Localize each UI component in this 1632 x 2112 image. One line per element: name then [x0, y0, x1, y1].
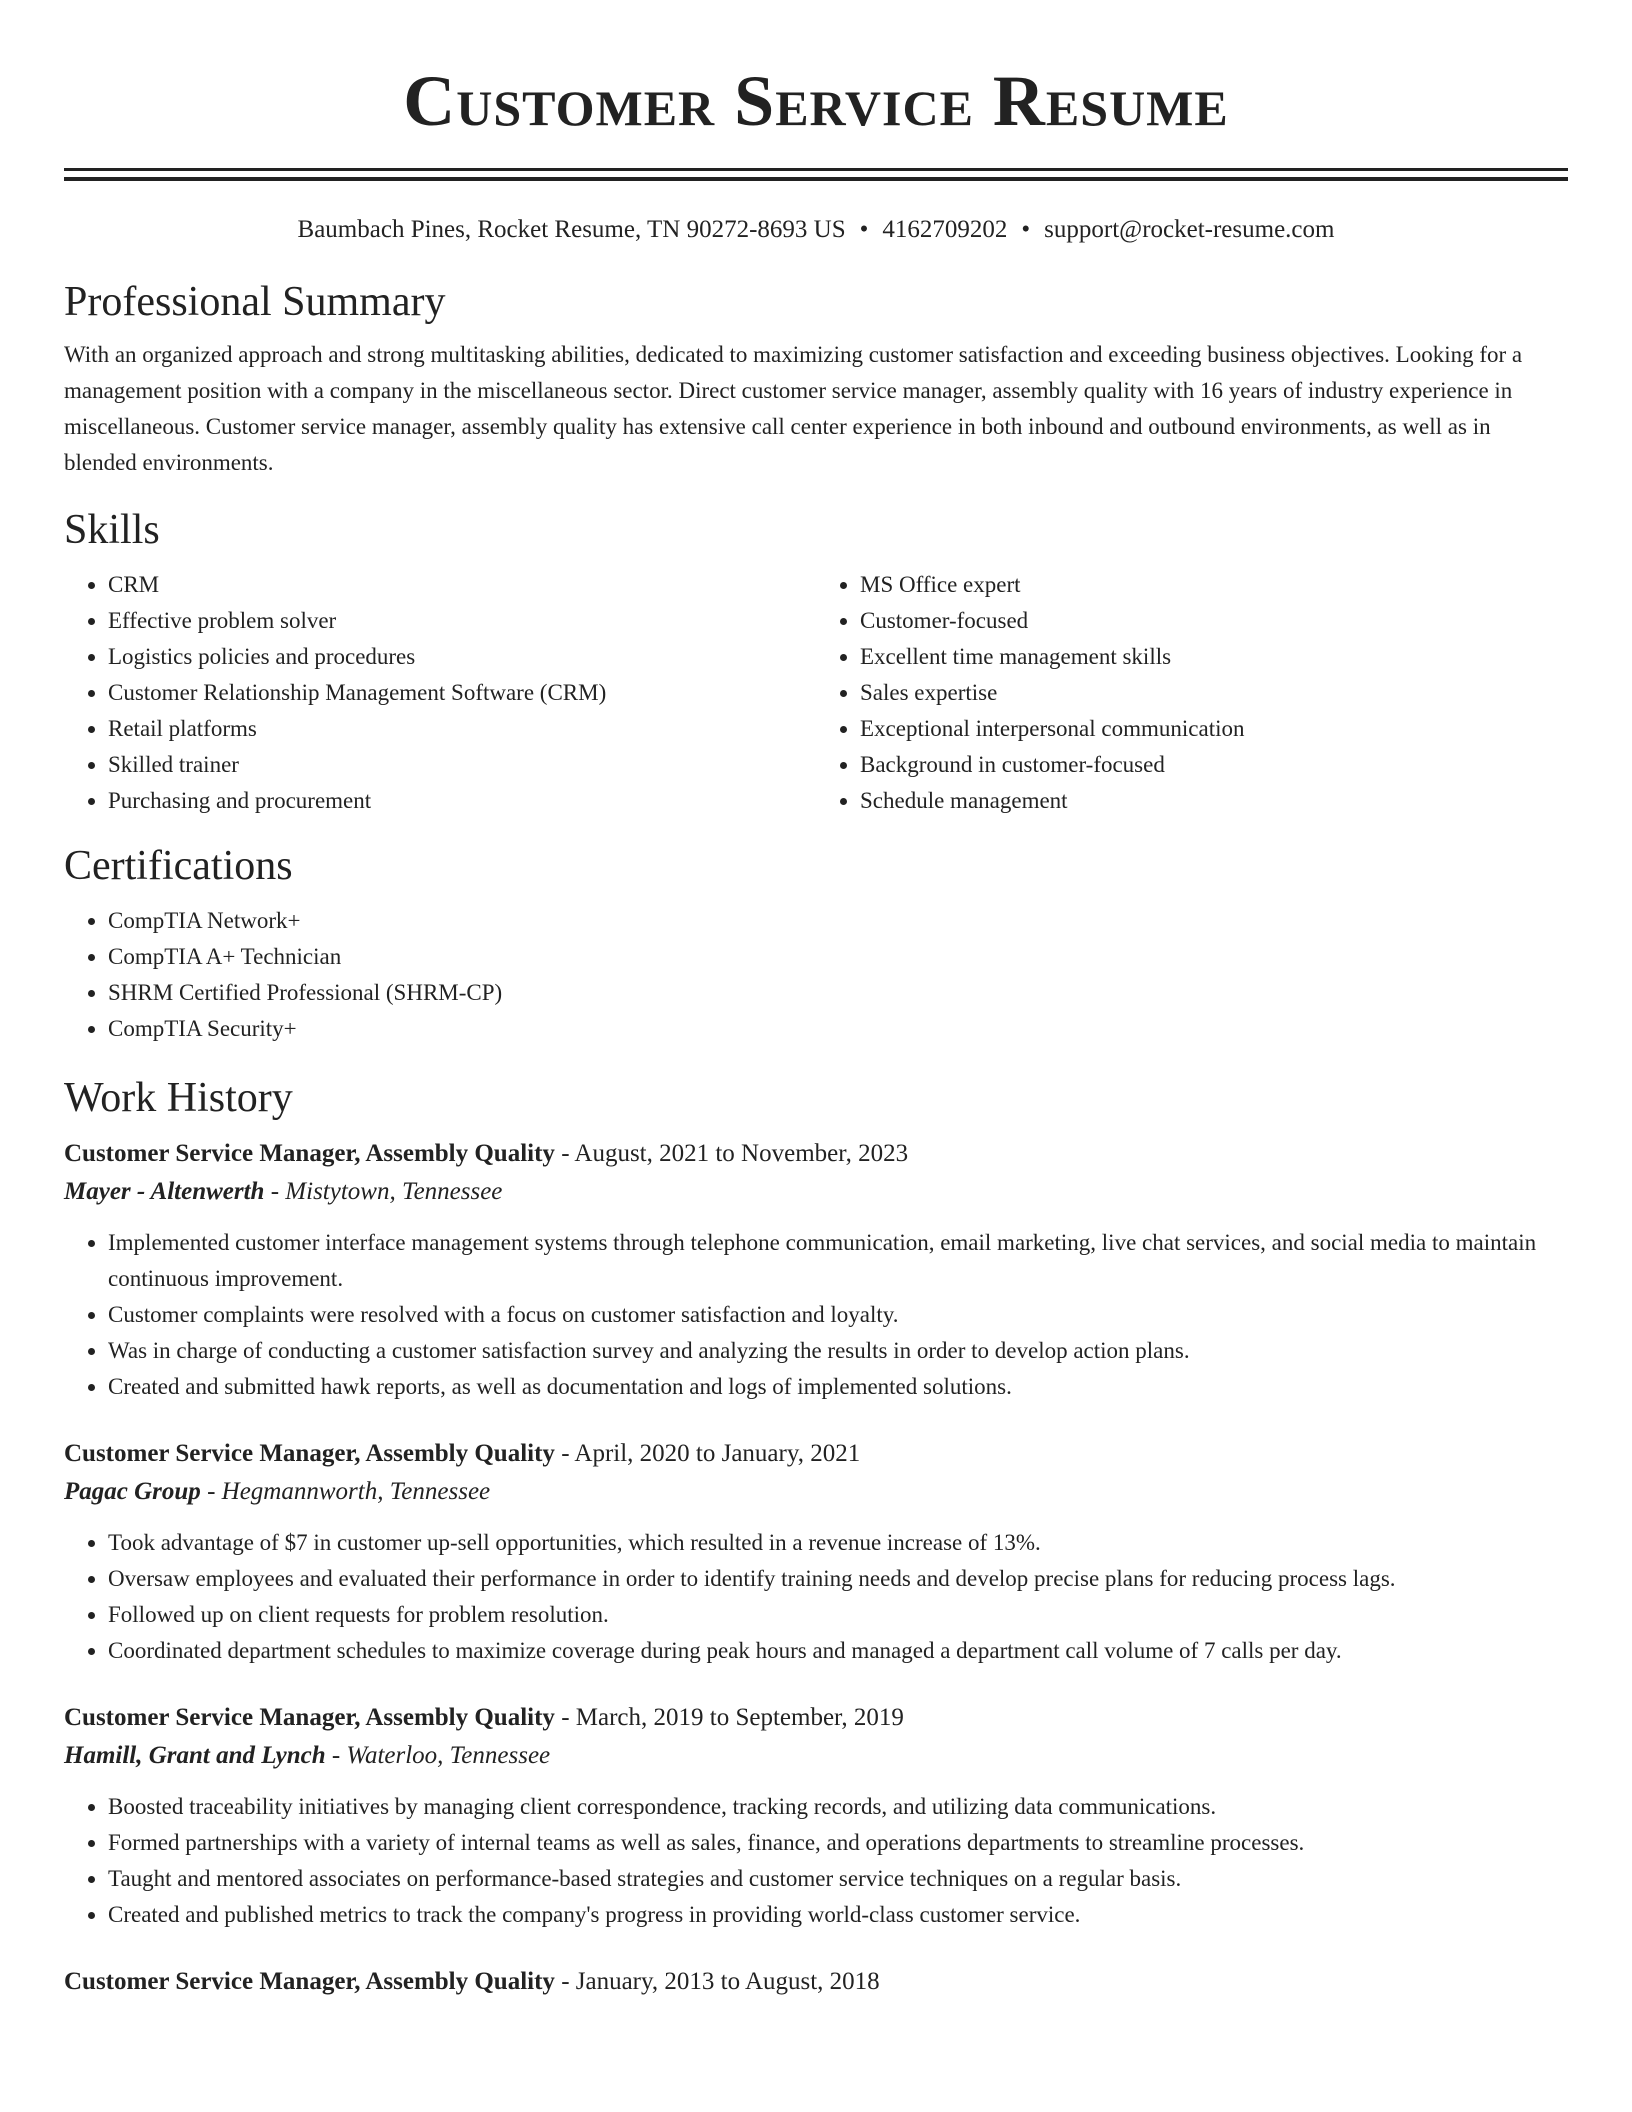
skill-item: • Logistics policies and procedures — [108, 639, 816, 675]
job-bullet: • Customer complaints were resolved with a focus on customer satisfaction and loyalty. — [108, 1297, 1568, 1333]
contact-email: support@rocket-resume.com — [1044, 216, 1335, 243]
skill-item: • Retail platforms — [108, 711, 816, 747]
job-header — [64, 1963, 1568, 2001]
job-header — [64, 1435, 1568, 1473]
certification-item: • SHRM Certified Professional (SHRM-CP) — [108, 975, 1568, 1011]
job-title: Customer Service Manager, Assembly Quality — [64, 1140, 555, 1167]
skill-item: • Schedule management — [860, 783, 1568, 819]
skill-item: • Skilled trainer — [108, 747, 816, 783]
contact-line — [64, 215, 1568, 245]
section-heading: Work History — [64, 1075, 293, 1121]
skills-section — [64, 505, 1568, 819]
contact-separator: • — [859, 216, 869, 243]
job-location: - Mistytown, Tennessee — [264, 1178, 503, 1205]
job-company: Mayer - Altenwerth — [64, 1178, 265, 1205]
skill-item: • MS Office expert — [860, 567, 1568, 603]
job-bullets — [64, 1789, 1568, 1933]
job-dates: - August, 2021 to November, 2023 — [554, 1140, 909, 1167]
job-bullet: • Followed up on client requests for problem resolution. — [108, 1597, 1568, 1633]
certifications-list — [64, 903, 1568, 1047]
job-bullet: • Took advantage of $7 in customer up-sell opportunities, which resulted in a revenue increase of 13%. — [108, 1525, 1568, 1561]
job-bullet: • Created and published metrics to track the company's progress in providing world-class customer service. — [108, 1897, 1568, 1933]
skill-item: • Effective problem solver — [108, 603, 816, 639]
contact-address: Baumbach Pines, Rocket Resume, TN 90272-8693 US — [297, 216, 846, 243]
certification-item: • CompTIA Network+ — [108, 903, 1568, 939]
contact-phone: 4162709202 — [882, 216, 1008, 243]
page-title: Customer Service Resume — [403, 61, 1229, 141]
job-entry — [64, 1135, 1568, 1405]
work-history-section — [64, 1073, 1568, 2001]
skill-item: • Customer-focused — [860, 603, 1568, 639]
skill-item: • Sales expertise — [860, 675, 1568, 711]
job-bullets — [64, 1225, 1568, 1405]
title-rule-bottom — [64, 177, 1568, 181]
job-employer — [64, 1473, 1568, 1511]
title-rule-top — [64, 168, 1568, 171]
job-company: Pagac Group — [64, 1478, 201, 1505]
summary-text: With an organized approach and strong multitasking abilities, dedicated to maximizing customer satisfaction and exceeding business objectives. Looking for a management position with a company in the miscellaneous sector. Direct customer service manager, assembly quality with 16 years of industry experience in miscellaneous. Customer service manager, assembly quality has extensive call center experience in both inbound and outbound environments, as well as in blended environments. — [64, 342, 1523, 475]
job-dates: - April, 2020 to January, 2021 — [554, 1440, 861, 1467]
job-bullet: • Oversaw employees and evaluated their performance in order to identify training needs and develop precise plans for reducing process lags. — [108, 1561, 1568, 1597]
job-location: - Hegmannworth, Tennessee — [200, 1478, 491, 1505]
job-bullet: • Was in charge of conducting a customer satisfaction survey and analyzing the results in order to develop action plans. — [108, 1333, 1568, 1369]
job-title: Customer Service Manager, Assembly Quality — [64, 1968, 555, 1995]
job-dates: - January, 2013 to August, 2018 — [554, 1968, 880, 1995]
job-bullet: • Implemented customer interface management systems through telephone communication, email marketing, live chat services, and social media to maintain continuous improvement. — [108, 1225, 1568, 1297]
job-bullet: • Taught and mentored associates on performance-based strategies and customer service techniques on a regular basis. — [108, 1861, 1568, 1897]
job-entry — [64, 1435, 1568, 1669]
job-header — [64, 1135, 1568, 1173]
skills-columns — [64, 567, 1568, 819]
section-heading: Professional Summary — [64, 279, 446, 325]
job-bullets — [64, 1525, 1568, 1669]
job-entry — [64, 1699, 1568, 1933]
section-heading: Certifications — [64, 843, 293, 889]
professional-summary-section — [64, 277, 1568, 481]
skill-item: • Customer Relationship Management Software (CRM) — [108, 675, 816, 711]
contact-separator: • — [1021, 216, 1031, 243]
skill-item: • Excellent time management skills — [860, 639, 1568, 675]
job-entry — [64, 1963, 1568, 2001]
certifications-section — [64, 841, 1568, 1047]
job-dates: - March, 2019 to September, 2019 — [554, 1704, 904, 1731]
skills-list-right — [816, 567, 1568, 819]
skills-list-left — [64, 567, 816, 819]
skill-item: • CRM — [108, 567, 816, 603]
job-employer — [64, 1173, 1568, 1211]
skill-item: • Exceptional interpersonal communication — [860, 711, 1568, 747]
job-location: - Waterloo, Tennessee — [325, 1742, 551, 1769]
certification-item: • CompTIA A+ Technician — [108, 939, 1568, 975]
job-bullet: • Created and submitted hawk reports, as well as documentation and logs of implemented solutions. — [108, 1369, 1568, 1405]
job-title: Customer Service Manager, Assembly Quality — [64, 1440, 555, 1467]
section-heading: Skills — [64, 507, 160, 553]
job-bullet: • Boosted traceability initiatives by managing client correspondence, tracking records, and utilizing data communications. — [108, 1789, 1568, 1825]
skill-item: • Purchasing and procurement — [108, 783, 816, 819]
job-header — [64, 1699, 1568, 1737]
skill-item: • Background in customer-focused — [860, 747, 1568, 783]
job-bullet: • Formed partnerships with a variety of internal teams as well as sales, finance, and operations departments to streamline processes. — [108, 1825, 1568, 1861]
job-employer — [64, 1737, 1568, 1775]
certification-item: • CompTIA Security+ — [108, 1011, 1568, 1047]
job-company: Hamill, Grant and Lynch — [64, 1742, 326, 1769]
job-title: Customer Service Manager, Assembly Quality — [64, 1704, 555, 1731]
job-bullet: • Coordinated department schedules to maximize coverage during peak hours and managed a department call volume of 7 calls per day. — [108, 1633, 1568, 1669]
